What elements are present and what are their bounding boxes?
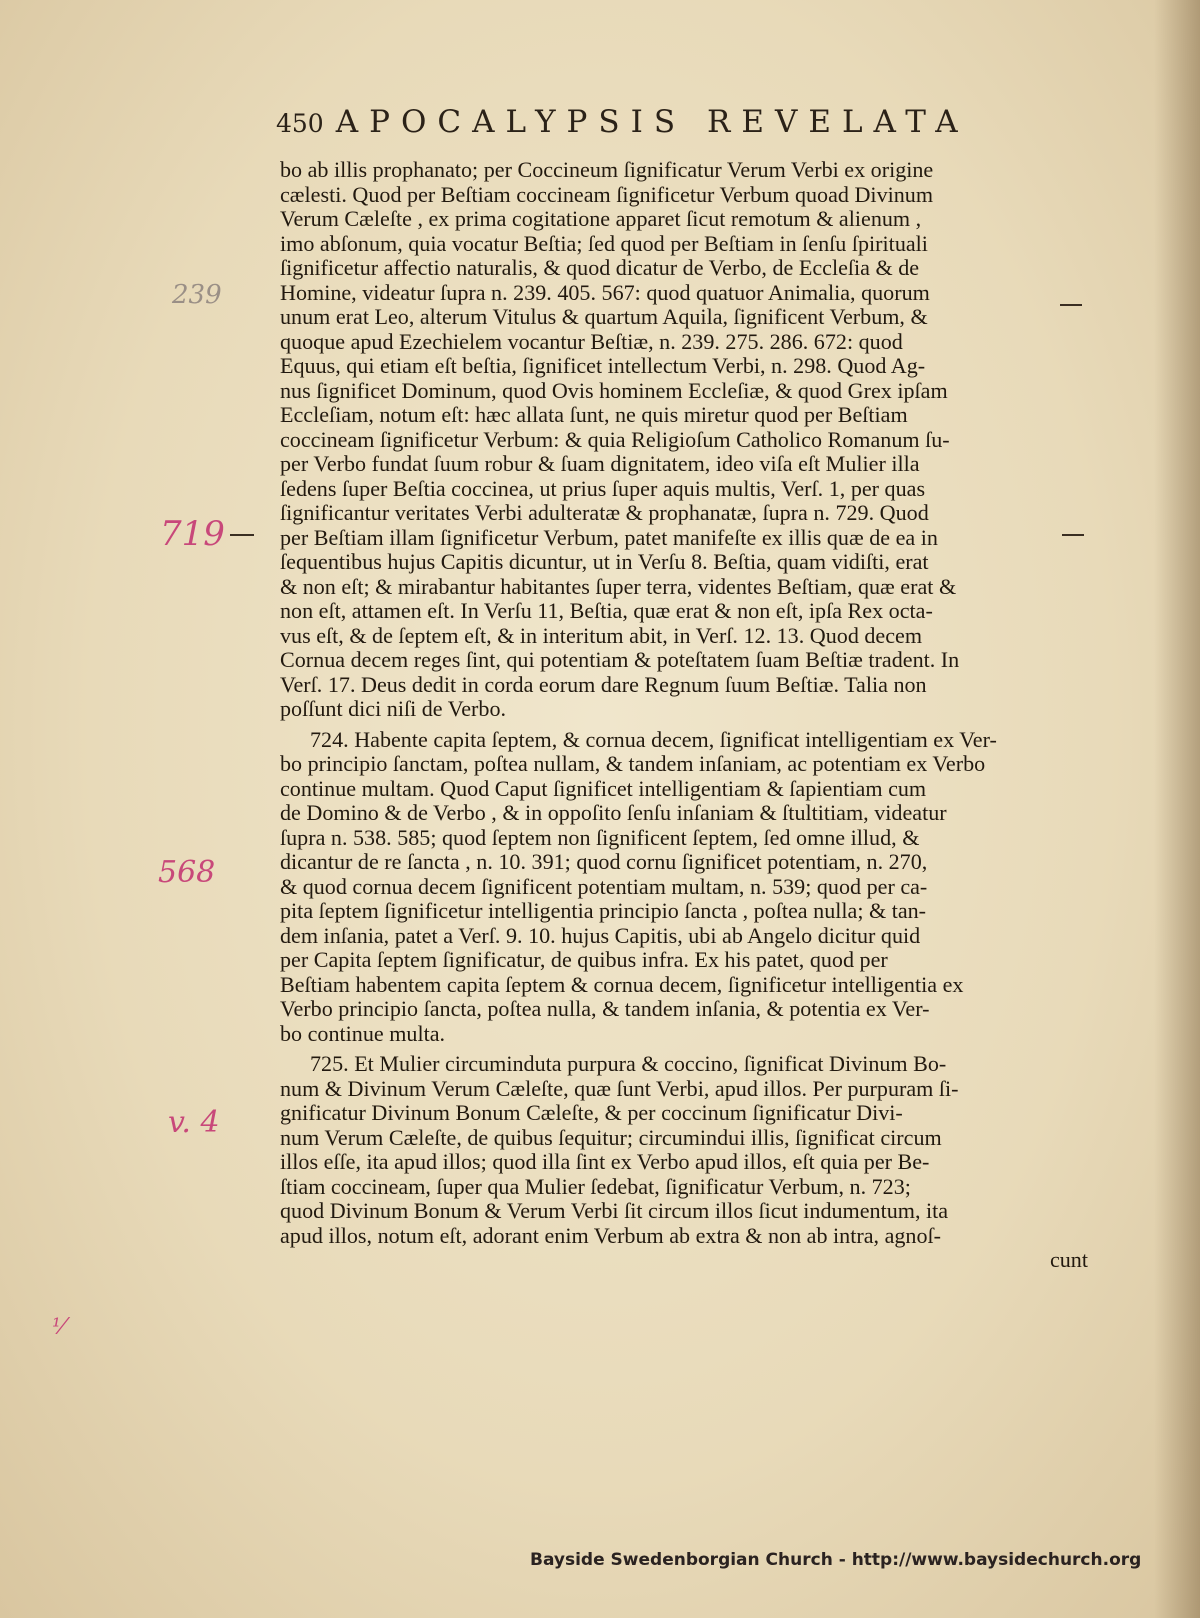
text-line: ſignificetur affectio naturalis, & quod dicatur de Verbo, de Eccleſia & de	[280, 255, 920, 280]
text-line: per Capita ſeptem ſignificatur, de quibus infra. Ex his patet, quod per	[280, 947, 888, 972]
body-text	[280, 158, 1088, 1273]
text-line: bo continue multa.	[280, 1020, 446, 1046]
text-line: per Beſtiam illam ſignificetur Verbum, patet manifeſte ex illis quæ de ea in	[280, 524, 938, 550]
margin-note-239: 239	[172, 280, 222, 310]
text-line: Verbo principio ſancta, poſtea nulla, & tandem inſania, & potentia ex Ver-	[280, 996, 930, 1021]
text-line: unum erat Leo, alterum Vitulus & quartum Aquila, ſignificent Verbum, &	[280, 304, 928, 329]
margin-note-719: 719	[160, 514, 225, 554]
text-line: illos eſſe, ita apud illos; quod illa ſint ex Verbo apud illos, eſt quia per Be-	[280, 1149, 930, 1174]
margin-dash	[1060, 304, 1082, 306]
text-line: ſignificantur veritates Verbi adulteratæ & prophanatæ, ſupra n. 729. Quod	[280, 500, 929, 525]
text-line: quoque apud Ezechielem vocantur Beſtiæ, n. 239. 275. 286. 672: quod	[280, 328, 903, 354]
text-line: bo ab illis prophanato; per Coccineum ſignificatur Verum Verbi ex origine	[280, 157, 934, 182]
text-line: per Verbo fundat ſuum robur & ſuam dignitatem, ideo viſa eſt Mulier illa	[280, 451, 920, 476]
text-line: dem inſania, patet a Verſ. 9. 10. hujus Capitis, ubi ab Angelo dicitur quid	[280, 922, 921, 948]
text-line: num & Divinum Verum Cæleſte, quæ ſunt Verbi, apud illos. Per purpuram ſi-	[280, 1075, 959, 1101]
text-line: & non eſt; & mirabantur habitantes ſuper terra, videntes Beſtiam, quæ erat &	[280, 573, 957, 599]
text-line: non eſt, attamen eſt. In Verſu 11, Beſtia, quæ erat & non eſt, ipſa Rex octa-	[280, 598, 933, 623]
text-line: Homine, videatur ſupra n. 239. 405. 567: quod quatuor Animalia, quorum	[280, 279, 930, 305]
text-line: Cornua decem reges ſint, qui potentiam & poteſtatem ſuam Beſtiæ tradent. In	[280, 647, 960, 672]
footer-credit: Bayside Swedenborgian Church - http://www.baysidechurch.org	[530, 1550, 1142, 1570]
text-line: bo principio ſanctam, poſtea nullam, & tandem inſaniam, ac potentiam ex Verbo	[280, 751, 986, 776]
text-line: ſedens ſuper Beſtia coccinea, ut prius ſuper aquis multis, Verſ. 1, per quas	[280, 475, 926, 501]
text-line: Verſ. 17. Deus dedit in corda eorum dare Regnum ſuum Beſtiæ. Talia non	[280, 671, 927, 697]
text-line: apud illos, notum eſt, adorant enim Verbum ab extra & non ab intra, agnoſ-	[280, 1222, 942, 1248]
catchword: cunt	[1049, 1247, 1088, 1272]
text-line: nus ſignificet Dominum, quod Ovis hominem Eccleſiæ, & quod Grex ipſam	[280, 377, 948, 403]
page-spine-shadow	[1154, 0, 1200, 1618]
text-line: de Domino & de Verbo , & in oppoſito ſenſu inſaniam & ſtultitiam, videatur	[280, 800, 947, 825]
text-line: cælesti. Quod per Beſtiam coccineam ſignificetur Verbum quoad Divinum	[280, 181, 934, 207]
paragraph-724-start: 724. Habente capita ſeptem, & cornua decem, ſignificat intelligentiam ex Ver-	[310, 726, 997, 752]
running-header	[276, 104, 1056, 140]
text-line: Eccleſiam, notum eſt: hæc allata ſunt, ne quis miretur quod per Beſtiam	[280, 402, 908, 427]
text-line: ſequentibus hujus Capitis dicuntur, ut in Verſu 8. Beſtia, quam vidiſti, erat	[280, 549, 929, 574]
margin-dash	[230, 534, 254, 536]
text-line: dicantur de re ſancta , n. 10. 391; quod cornu ſignificet potentiam, n. 270,	[280, 849, 928, 874]
text-line: coccineam ſignificetur Verbum: & quia Religioſum Catholico Romanum ſu-	[280, 426, 950, 452]
text-line: imo abſonum, quia vocatur Beſtia; ſed quod per Beſtiam in ſenſu ſpirituali	[280, 230, 928, 256]
text-line: & quod cornua decem ſignificent potentiam multam, n. 539; quod per ca-	[280, 873, 928, 899]
text-line: Verum Cæleſte , ex prima cogitatione apparet ſicut remotum & alienum ,	[280, 206, 922, 231]
text-line: gnificatur Divinum Bonum Cæleſte, & per coccinum ſignificatur Divi-	[280, 1100, 903, 1125]
margin-note-568: 568	[158, 855, 216, 890]
text-line: quod Divinum Bonum & Verum Verbi ſit circum illos ſicut indumentum, ita	[280, 1198, 949, 1223]
page-number: 450	[276, 109, 324, 138]
text-line: Equus, qui etiam eſt beſtia, ſignificet intellectum Verbi, n. 298. Quod Ag-	[280, 353, 926, 378]
margin-mark: ¹⁄	[52, 1315, 65, 1340]
text-line: ſtiam coccineam, ſuper qua Mulier ſedebat, ſignificatur Verbum, n. 723;	[280, 1173, 911, 1199]
text-line: poſſunt dici niſi de Verbo.	[280, 696, 507, 721]
text-line: Beſtiam habentem capita ſeptem & cornua decem, ſignificetur intelligentia ex	[280, 971, 964, 997]
text-line: continue multam. Quod Caput ſignificet intelligentiam & ſapientiam cum	[280, 775, 927, 801]
margin-note-v4: v. 4	[168, 1105, 220, 1140]
running-title: APOCALYPSIS REVELATA	[335, 104, 969, 140]
text-line: num Verum Cæleſte, de quibus ſequitur; circumindui illis, ſignificat circum	[280, 1124, 942, 1150]
text-line: vus eſt, & de ſeptem eſt, & in interitum abit, in Verſ. 12. 13. Quod decem	[280, 622, 923, 648]
margin-dash	[1062, 534, 1084, 536]
paragraph-725-start: 725. Et Mulier circuminduta purpura & coccino, ſignificat Divinum Bo-	[310, 1051, 947, 1076]
text-line: pita ſeptem ſignificetur intelligentia principio ſancta , poſtea nulla; & tan-	[280, 898, 927, 923]
text-line: ſupra n. 538. 585; quod ſeptem non ſignificent ſeptem, ſed omne illud, &	[280, 824, 920, 850]
